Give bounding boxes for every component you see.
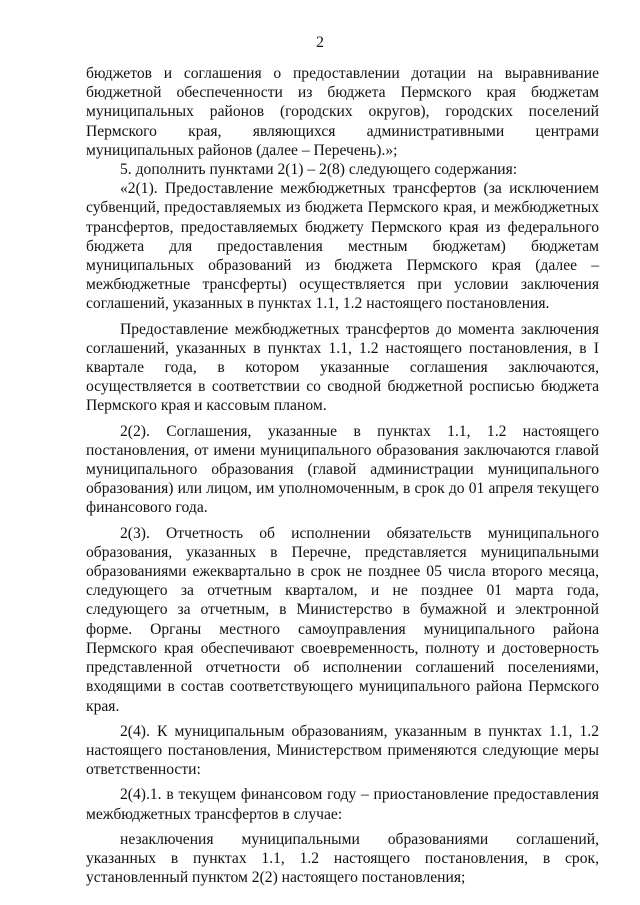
paragraph-2-4-1: 2(4).1. в текущем финансовом году – приостановление предоставления межбюджетных трансфертов в случае: [86, 786, 599, 823]
page-number: 2 [316, 34, 324, 51]
paragraph-2-1-continued: Предоставление межбюджетных трансфертов до момента заключения соглашений, указанных в пунктах 1.1, 1.2 настоящего постановления, в I квартале года, в котором указанные соглашения заключаются, осуществляется в соответствии со сводной бюджетной росписью бюджета Пермского края и кассовым планом. [86, 320, 599, 415]
paragraph-continuation: бюджетов и соглашения о предоставлении дотации на выравнивание бюджетной обеспеченности из бюджета Пермского края бюджетам муниципальных районов (городских округов), городских поселений Пермского края, являющихся административными центрами муниципальных районов (далее – Перечень).»; [86, 65, 599, 159]
paragraph-item-5: 5. дополнить пунктами 2(1) – 2(8) следующего содержания: [120, 161, 518, 179]
paragraph-2-4-1-case: незаключения муниципальными образованиями соглашений, указанных в пунктах 1.1, 1.2 настоящего постановления, в срок, установленный пунктом 2(2) настоящего постановления; [86, 830, 599, 887]
paragraph-2-2: 2(2). Соглашения, указанные в пунктах 1.1, 1.2 настоящего постановления, от имени муниципального образования заключаются главой муниципального образования (главой администрации муниципального образования) или лицом, им уполномоченным, в срок до 01 апреля текущего финансового года. [86, 422, 599, 517]
document-body [86, 64, 599, 887]
paragraph-2-3: 2(3). Отчетность об исполнении обязательств муниципального образования, указанных в Перечне, представляется муниципальными образованиями ежеквартально в срок не позднее 05 числа второго месяца, следующего за отчетным кварталом, и не позднее 01 марта года, следующего за отчетным, в Министерство в бумажной и электронной форме. Органы местного самоуправления муниципального района Пермского края обеспечивают своевременность, полноту и достоверность представленной отчетности об исполнении соглашений поселениями, входящими в состав соответствующего муниципального района Пермского края. [86, 524, 599, 715]
paragraph-2-1: «2(1). Предоставление межбюджетных трансфертов (за исключением субвенций, предоставляемых из бюджета Пермского края, и межбюджетных трансфертов, предоставляемых бюджету Пермского края из федерального бюджета для предоставления местным бюджетам) бюджетам муниципальных образований из бюджета Пермского края (далее – межбюджетные трансферты) осуществляется при условии заключения соглашений, указанных в пунктах 1.1, 1.2 настоящего постановления. [86, 180, 599, 313]
paragraph-2-4: 2(4). К муниципальным образованиям, указанным в пунктах 1.1, 1.2 настоящего постановления, Министерством применяются следующие меры ответственности: [86, 722, 599, 779]
